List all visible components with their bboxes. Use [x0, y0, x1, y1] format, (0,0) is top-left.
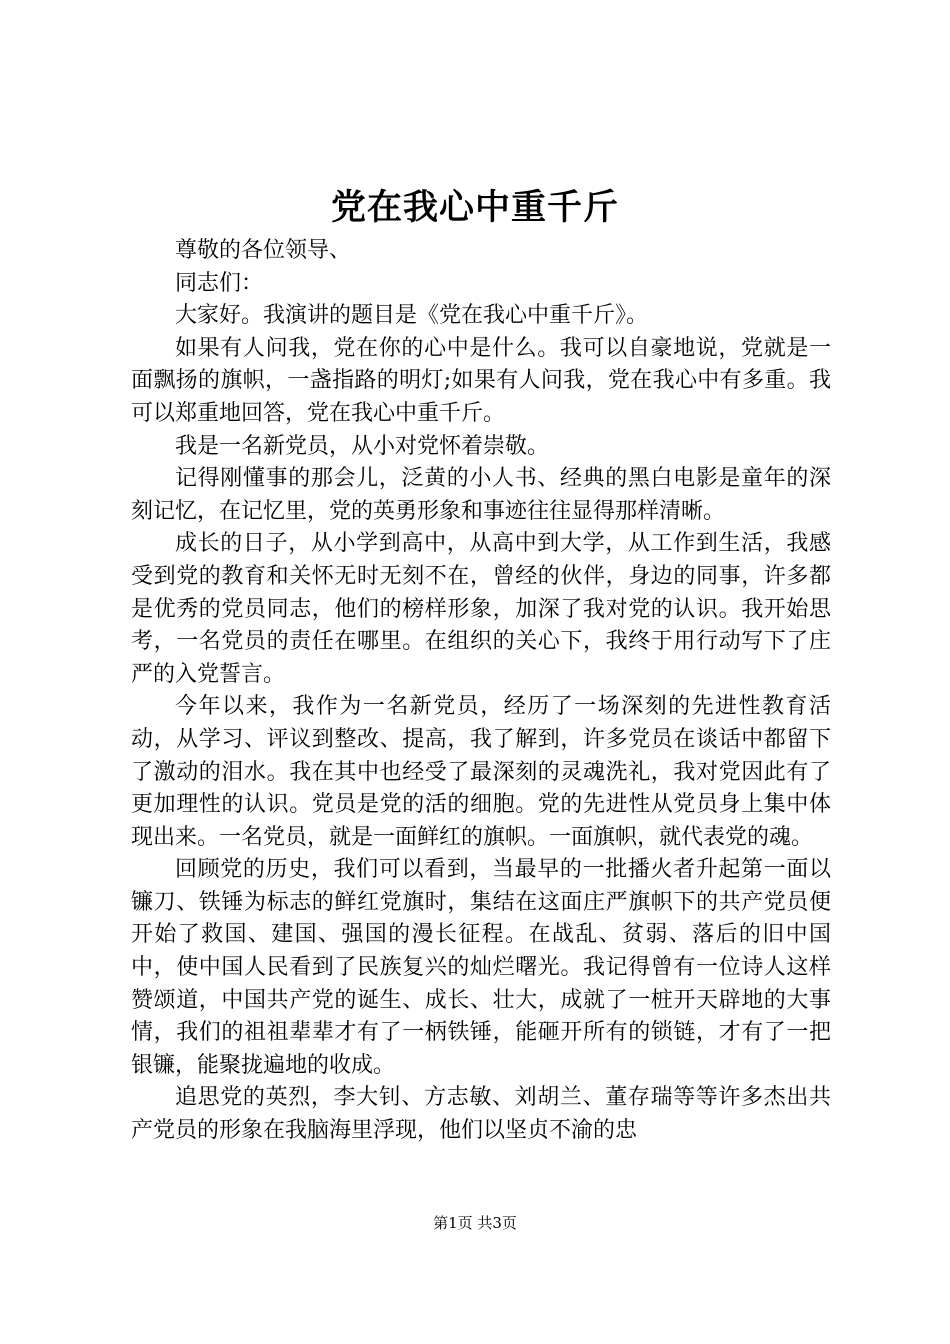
paragraph: 记得刚懂事的那会儿，泛黄的小人书、经典的黑白电影是童年的深刻记忆，在记忆里，党的英勇形象和事迹往往显得那样清晰。 — [131, 466, 831, 524]
document-body — [131, 235, 831, 1148]
paragraph: 我是一名新党员，从小对党怀着崇敬。 — [175, 433, 550, 459]
salutation-line-2: 同志们： — [175, 270, 264, 296]
paragraph: 今年以来，我作为一名新党员，经历了一场深刻的先进性教育活动，从学习、评议到整改、提高，我了解到，许多党员在谈话中都留下了激动的泪水。我在其中也经受了最深刻的灵魂洗礼，我对党因此有了更加理性的认识。党员是党的活的细胞。党的先进性从党员身上集中体现出来。一名党员，就是一面鲜红的旗帜。一面旗帜，就代表党的魂。 — [131, 694, 831, 850]
paragraph: 大家好。我演讲的题目是《党在我心中重千斤》。 — [175, 303, 649, 329]
salutation-line-1: 尊敬的各位领导、 — [175, 238, 352, 263]
page-footer: 第1页 共3页 — [433, 1214, 517, 1232]
document-title: 党在我心中重千斤 — [330, 187, 619, 228]
paragraph: 追思党的英烈，李大钊、方志敏、刘胡兰、董存瑞等等许多杰出共产党员的形象在我脑海里浮现，他们以坚贞不渝的忠 — [131, 1085, 831, 1144]
paragraph: 成长的日子，从小学到高中，从高中到大学，从工作到生活，我感受到党的教育和关怀无时无刻不在，曾经的伙伴，身边的同事，许多都是优秀的党员同志，他们的榜样形象，加深了我对党的认识。我开始思考，一名党员的责任在哪里。在组织的关心下，我终于用行动写下了庄严的入党誓言。 — [131, 531, 831, 687]
paragraph: 如果有人问我，党在你的心中是什么。我可以自豪地说，党就是一面飘扬的旗帜，一盏指路的明灯;如果有人问我，党在我心中有多重。我可以郑重地回答，党在我心中重千斤。 — [131, 335, 831, 426]
paragraph: 回顾党的历史，我们可以看到，当最早的一批播火者升起第一面以镰刀、铁锤为标志的鲜红党旗时，集结在这面庄严旗帜下的共产党员便开始了救国、建国、强国的漫长征程。在战乱、贫弱、落后的旧中国中，使中国人民看到了民族复兴的灿烂曙光。我记得曾有一位诗人这样赞颂道，中国共产党的诞生、成长、壮大，成就了一桩开天辟地的大事情，我们的祖祖辈辈才有了一柄铁锤，能砸开所有的锁链，才有了一把银镰，能聚拢遍地的收成。 — [131, 857, 831, 1078]
